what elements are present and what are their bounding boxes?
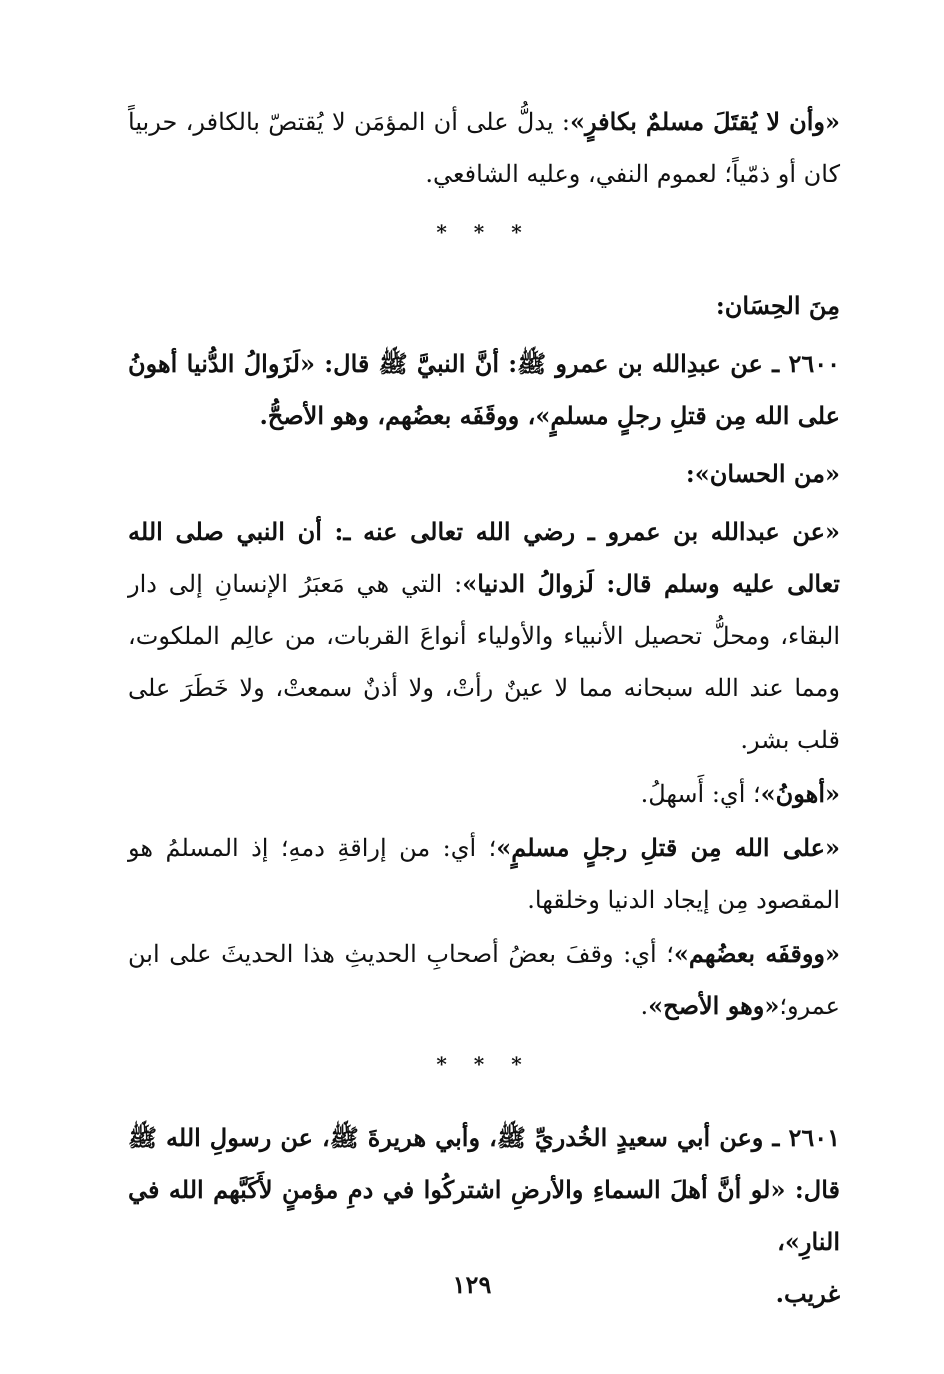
commentary-paragraph-2 bbox=[128, 506, 840, 766]
commentary-paragraph-5 bbox=[128, 928, 840, 1032]
quoted-hadith-phrase: «ووقفَه بعضُهم» bbox=[673, 939, 841, 968]
commentary-paragraph-3 bbox=[128, 768, 840, 820]
commentary-text: ؛ أي: وقفَ بعضُ أصحابِ الحديثِ هذا الحديثَ على ابن عمرو؛ bbox=[128, 940, 840, 1020]
quoted-hadith-phrase: «على الله مِن قتلِ رجلٍ مسلمٍ» bbox=[496, 833, 841, 862]
quoted-hadith-phrase: «وهو الأصح» bbox=[648, 991, 780, 1020]
page-body bbox=[128, 96, 840, 1320]
commentary-subheading: «من الحسان»: bbox=[685, 459, 840, 488]
section-separator: * * * bbox=[436, 220, 532, 244]
commentary-paragraph-4 bbox=[128, 822, 840, 926]
quoted-hadith-phrase: «وأن لا يُقتَلَ مسلمٌ بكافرٍ» bbox=[569, 107, 840, 136]
hadith-2601: ٢٦٠١ ـ وعن أبي سعيدٍ الخُدريِّ ﷺ، وأبي هريرةَ ﷺ، عن رسولِ الله ﷺ قال: «لو أنَّ أهلَ السماءِ والأرضِ اشتركُوا في دمِ مؤمنٍ لأَكَبَّهم الله في النارِ»، bbox=[128, 1123, 840, 1256]
commentary-text: ؛ أي: من إراقةِ دمهِ؛ إذ المسلمُ هو المقصود مِن إيجاد الدنيا وخلقها. bbox=[128, 834, 840, 914]
commentary-text: . bbox=[640, 992, 649, 1020]
quoted-hadith-phrase: «أهونُ» bbox=[760, 779, 840, 808]
commentary-text: : يدلُّ على أن المؤمَن لا يُقتصّ بالكافر، حربياً كان أو ذمّياً؛ لعموم النفي، وعليه الشافعي. bbox=[128, 108, 840, 188]
page-number: ١٢٩ bbox=[452, 1270, 492, 1299]
hadith-2600: ٢٦٠٠ ـ عن عبدِالله بن عمرو ﷺ: أنَّ النبيَّ ﷺ قال: «لَزَوالُ الدُّنيا أهونُ على الله مِن قتلِ رجلٍ مسلمٍ»، ووقَفَه بعضُهم، وهو الأصحُّ. bbox=[128, 349, 840, 430]
section-heading: مِنَ الحِسَان: bbox=[715, 291, 840, 320]
hadith-2601-grading: غريب. bbox=[775, 1279, 840, 1308]
commentary-paragraph-1 bbox=[128, 96, 840, 200]
commentary-text: : التي هي مَعبَرُ الإنسانِ إلى دار البقاء، ومحلُّ تحصيل الأنبياء والأولياء أنواعَ القربات، من عالِم الملكوت، ومما عند الله سبحانه مما لا عينٌ رأتْ، ولا أذنٌ سمعتْ، ولا خَطَرَ على قلب بشر. bbox=[128, 570, 840, 754]
section-separator: * * * bbox=[436, 1052, 532, 1076]
quoted-hadith-phrase: «عن عبدالله بن عمرو ـ رضي الله تعالى عنه ـ: أن النبي صلى الله تعالى عليه وسلم قال: لَزوالُ الدنيا» bbox=[128, 517, 840, 598]
commentary-text: ؛ أي: أَسهلُ. bbox=[640, 780, 761, 808]
